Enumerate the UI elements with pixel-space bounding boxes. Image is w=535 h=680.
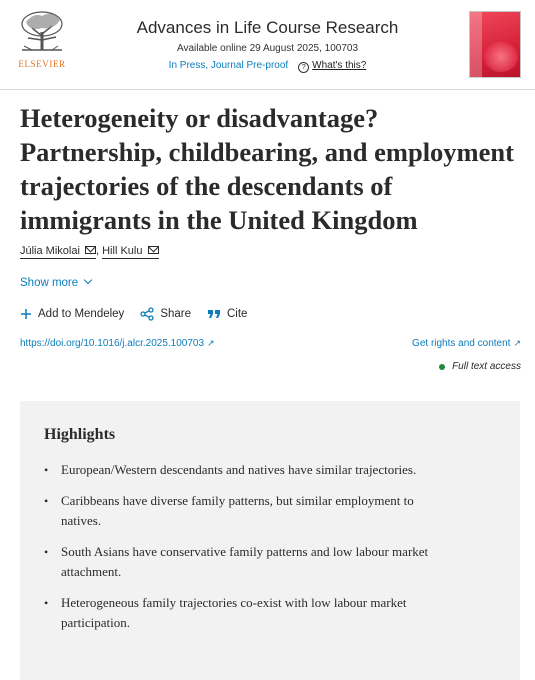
publication-status	[90, 60, 445, 73]
journal-info	[90, 18, 445, 73]
mail-icon	[85, 246, 96, 254]
highlights-list	[44, 460, 496, 633]
external-arrow-icon: ↗	[513, 338, 521, 348]
highlight-item: • South Asians have conservative family patterns and low labour market attachment.	[44, 542, 444, 582]
plus-icon	[20, 308, 32, 320]
journal-title[interactable]: Advances in Life Course Research	[136, 18, 399, 37]
highlight-item: • Heterogeneous family trajectories co-exist with low labour market participation.	[44, 593, 444, 633]
share-button[interactable]	[140, 307, 191, 321]
highlight-item: • European/Western descendants and natives have similar trajectories.	[44, 460, 444, 480]
cover-band	[470, 12, 482, 79]
highlights-box	[20, 401, 520, 680]
journal-header	[0, 0, 535, 90]
article-actions	[20, 307, 263, 321]
whats-this-link[interactable]: What's this?	[312, 60, 367, 71]
show-more-button[interactable]	[20, 277, 91, 289]
cite-button[interactable]	[207, 308, 247, 320]
external-arrow-icon: ↗	[207, 338, 215, 348]
doi-text: https://doi.org/10.1016/j.alcr.2025.100703	[20, 338, 205, 349]
share-icon	[140, 307, 154, 321]
elsevier-logo[interactable]	[18, 10, 66, 68]
cover-art	[484, 42, 518, 72]
mail-icon	[148, 246, 159, 254]
share-label: Share	[160, 308, 191, 320]
article-title: Heterogeneity or disadvantage? Partnership, childbearing, and employment trajectories of the descendants of immigrants in the United Kingdom	[20, 103, 514, 235]
author-list: Júlia Mikolai , Hill Kulu	[20, 245, 159, 257]
access-dot-icon	[439, 364, 445, 370]
elsevier-tree-icon	[18, 10, 66, 52]
rights-link[interactable]	[412, 338, 521, 349]
author-link[interactable]	[20, 245, 96, 259]
elsevier-wordmark: ELSEVIER	[18, 59, 66, 69]
access-label: Full text access	[452, 361, 521, 372]
highlights-title: Highlights	[44, 426, 116, 443]
show-more-label: Show more	[20, 277, 79, 289]
mendeley-label: Add to Mendeley	[38, 308, 125, 320]
highlight-item: • Caribbeans have diverse family patterns, but similar employment to natives.	[44, 491, 444, 531]
doi-link[interactable]	[20, 338, 215, 349]
access-badge	[439, 361, 521, 372]
journal-cover[interactable]	[469, 11, 521, 78]
question-icon: ?	[298, 62, 309, 73]
cite-label: Cite	[227, 308, 248, 320]
chevron-down-icon	[84, 276, 92, 284]
quote-icon	[207, 308, 221, 320]
author-link[interactable]	[102, 245, 158, 259]
add-to-mendeley-button[interactable]	[20, 308, 124, 320]
status-link[interactable]: In Press, Journal Pre-proof	[168, 60, 289, 71]
rights-text: Get rights and content	[412, 338, 511, 349]
author-name: Júlia Mikolai	[20, 245, 80, 257]
available-online: Available online 29 August 2025, 100703	[176, 43, 359, 54]
author-name: Hill Kulu	[102, 245, 143, 257]
